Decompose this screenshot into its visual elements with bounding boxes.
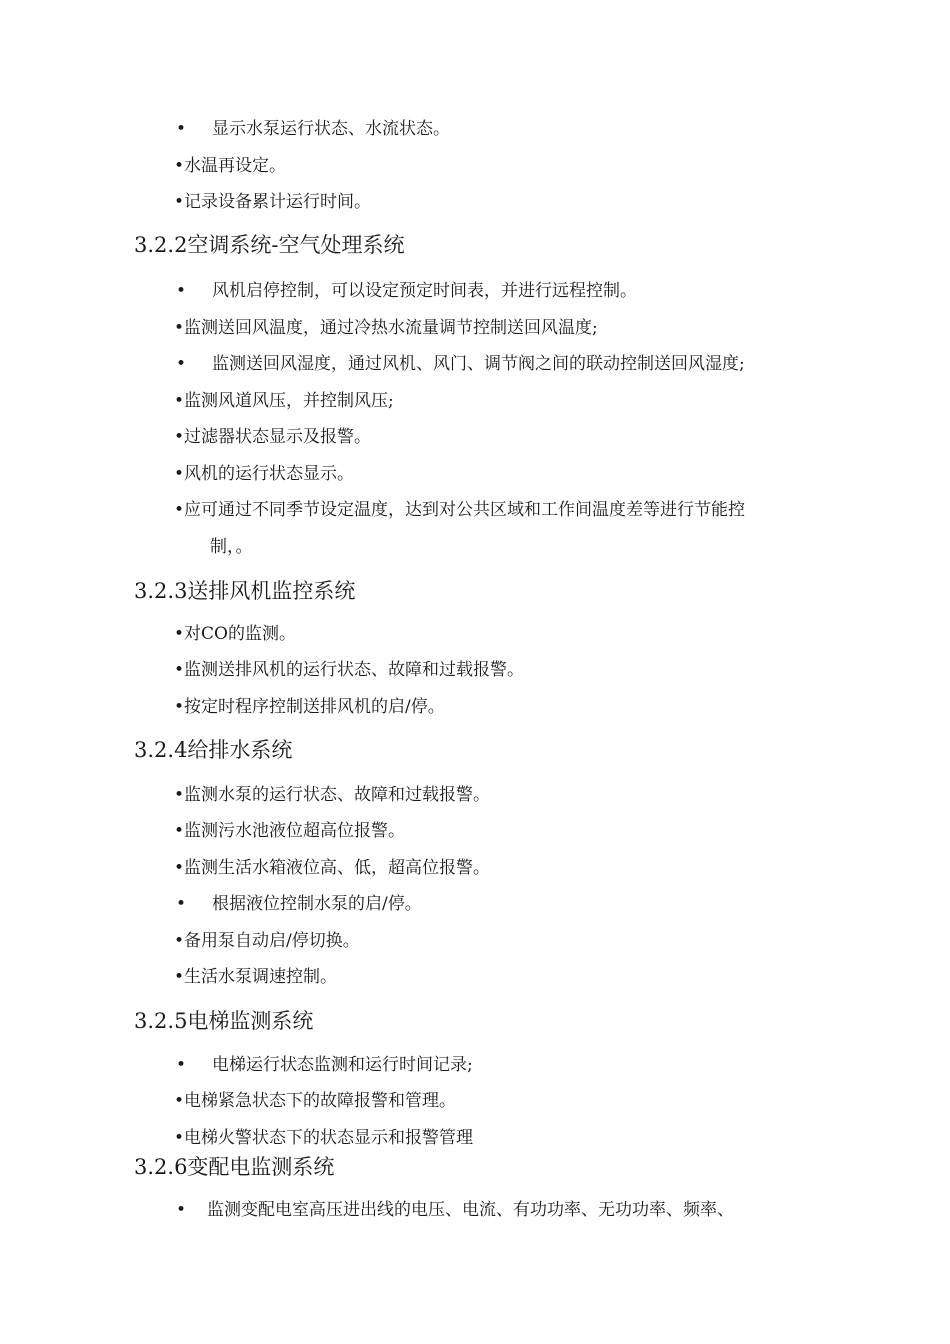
- list-item: [174, 317, 598, 339]
- list-item: [176, 1199, 734, 1221]
- list-item: [174, 426, 371, 448]
- list-item-text: 监测送回风湿度，通过风机、风门、调节阀之间的联动控制送回风湿度;: [212, 354, 745, 374]
- list-item: [174, 499, 745, 521]
- list-item: [176, 1054, 473, 1076]
- list-item-text: 对CO的监测。: [184, 624, 296, 644]
- list-item: [174, 784, 490, 806]
- section-heading: 3.2.6变配电监测系统: [134, 1155, 335, 1179]
- list-item: [174, 1127, 473, 1149]
- list-item: [174, 966, 337, 988]
- list-item: [176, 353, 745, 375]
- bullet-icon: •: [174, 156, 185, 176]
- bullet-icon: •: [174, 821, 185, 841]
- bullet-icon: •: [174, 660, 185, 680]
- list-item: [176, 280, 637, 302]
- section-heading: 3.2.2空调系统-空气处理系统: [134, 233, 405, 257]
- section-heading: 3.2.3送排风机监控系统: [134, 579, 356, 603]
- list-item: [174, 930, 360, 952]
- list-item: [174, 191, 371, 213]
- section-heading: 3.2.4给排水系统: [134, 738, 293, 762]
- bullet-icon: •: [176, 894, 187, 914]
- list-item-text: 监测变配电室高压进出线的电压、电流、有功功率、无功功率、频率、: [207, 1200, 734, 1220]
- bullet-icon: •: [176, 281, 187, 301]
- list-item: [174, 696, 445, 718]
- list-item-text: 备用泵自动启/停切换。: [184, 931, 360, 951]
- bullet-icon: •: [174, 1091, 185, 1111]
- bullet-icon: •: [174, 931, 185, 951]
- bullet-icon: •: [176, 119, 187, 139]
- list-item: [174, 857, 490, 879]
- list-item: [174, 1090, 456, 1112]
- bullet-icon: •: [174, 391, 185, 411]
- bullet-icon: •: [174, 464, 185, 484]
- bullet-icon: •: [174, 500, 185, 520]
- bullet-icon: •: [174, 1128, 185, 1148]
- bullet-icon: •: [174, 858, 185, 878]
- list-item-text: 按定时程序控制送排风机的启/停。: [184, 697, 445, 717]
- list-item-text: 电梯运行状态监测和运行时间记录;: [212, 1055, 473, 1075]
- list-item-text: 生活水泵调速控制。: [184, 967, 338, 987]
- list-item-text: 过滤器状态显示及报警。: [184, 427, 372, 447]
- section-heading: 3.2.5电梯监测系统: [134, 1009, 314, 1033]
- bullet-icon: •: [174, 624, 185, 644]
- list-item-text: 监测污水池液位超高位报警。: [184, 821, 406, 841]
- list-item-text: 水温再设定。: [184, 156, 287, 176]
- list-item-text: 风机的运行状态显示。: [184, 464, 355, 484]
- bullet-icon: •: [176, 1055, 187, 1075]
- bullet-icon: •: [174, 318, 185, 338]
- list-item-text: 应可通过不同季节设定温度，达到对公共区域和工作间温度差等进行节能控: [184, 500, 746, 520]
- bullet-icon: •: [174, 427, 185, 447]
- list-item: [176, 893, 422, 915]
- list-item-text: 电梯紧急状态下的故障报警和管理。: [184, 1091, 457, 1111]
- list-item-text: 风机启停控制，可以设定预定时间表，并进行远程控制。: [212, 281, 637, 301]
- bullet-icon: •: [176, 354, 187, 374]
- list-item-continuation: 制，。: [210, 537, 253, 557]
- list-item-text: 监测送回风温度，通过冷热水流量调节控制送回风温度;: [184, 318, 598, 338]
- bullet-icon: •: [174, 192, 185, 212]
- list-item: [174, 820, 405, 842]
- list-item: [176, 118, 450, 140]
- list-item: [174, 659, 524, 681]
- bullet-icon: •: [174, 785, 185, 805]
- list-item-text: 根据液位控制水泵的启/停。: [212, 894, 422, 914]
- bullet-icon: •: [174, 697, 185, 717]
- list-item-text: 记录设备累计运行时间。: [184, 192, 372, 212]
- list-item-text: 监测风道风压，并控制风压;: [184, 391, 394, 411]
- list-item-text: 监测送排风机的运行状态、故障和过载报警。: [184, 660, 525, 680]
- list-item-text: 电梯火警状态下的状态显示和报警管理: [184, 1128, 474, 1148]
- list-item-text: 监测水泵的运行状态、故障和过载报警。: [184, 785, 491, 805]
- list-item-text: 显示水泵运行状态、水流状态。: [212, 119, 450, 139]
- list-item: [174, 155, 286, 177]
- list-item: [174, 463, 354, 485]
- list-item-text: 监测生活水箱液位高、低，超高位报警。: [184, 858, 491, 878]
- list-item: [174, 623, 296, 645]
- bullet-icon: •: [174, 967, 185, 987]
- list-item: [174, 390, 394, 412]
- bullet-icon: •: [176, 1200, 187, 1220]
